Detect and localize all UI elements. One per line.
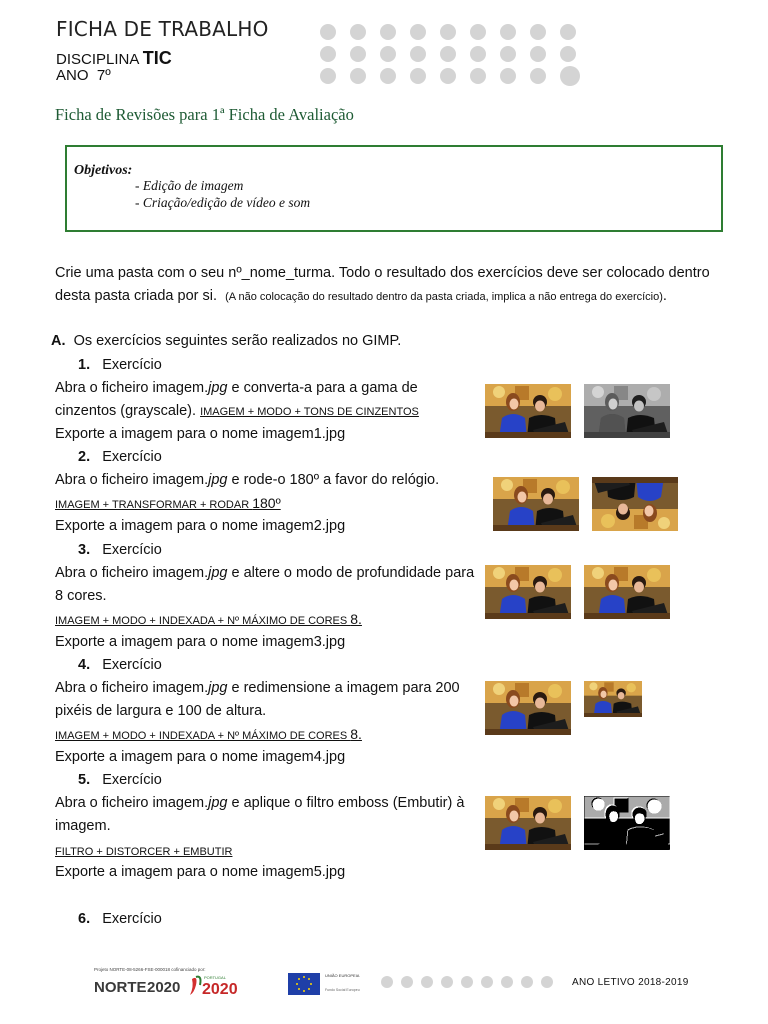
exercise-1-export: Exporte a imagem para o nome imagem1.jpg [55, 426, 346, 442]
instruction-text: Abra o ficheiro imagem. [55, 680, 209, 696]
exercise-5-menu [55, 842, 232, 860]
original-image-thumbnail [485, 565, 571, 619]
intro-line-2 [55, 285, 667, 309]
svg-text:UNIÃO EUROPEIA: UNIÃO EUROPEIA [325, 973, 360, 978]
exercise-4-menu [55, 726, 362, 744]
exercise-2-instruction [55, 469, 439, 492]
exercise-label: Exercício [102, 449, 162, 465]
file-extension: jpg [208, 472, 228, 488]
exercise-2-export: Exporte a imagem para o nome imagem2.jpg [55, 518, 346, 534]
header-dots-decoration [318, 21, 586, 87]
menu-path-text: IMAGEM + MODO + INDEXADA + Nº MÁXIMO DE CORES [55, 615, 351, 627]
exercise-label: Exercício [102, 772, 162, 788]
file-extension: jpg [208, 795, 228, 811]
objectives-title: Objetivos: [74, 163, 133, 178]
exercise-number: 5. [78, 772, 91, 788]
year-value: 7º [96, 67, 111, 84]
svg-text:PORTUGAL: PORTUGAL [204, 975, 226, 980]
exercise-4-instruction [55, 677, 460, 700]
discipline-line [56, 48, 172, 69]
indexed-image-thumbnail [584, 565, 670, 619]
resized-image-thumbnail [584, 681, 642, 717]
instruction-text: e converta-a para a gama de [227, 380, 418, 396]
embossed-image-thumbnail [584, 796, 670, 850]
exercise-label: Exercício [102, 911, 162, 927]
section-a-heading [51, 330, 401, 353]
instruction-text: Abra o ficheiro imagem. [55, 472, 209, 488]
section-a-letter: A. [51, 333, 66, 349]
exercise-1-instruction [55, 377, 418, 400]
exercise-5-heading [78, 769, 162, 792]
instruction-text: e aplique o filtro emboss (Embutir) à [227, 795, 465, 811]
menu-path: FILTRO + DISTORCER + EMBUTIR [55, 846, 233, 858]
discipline-label: DISCIPLINA [56, 51, 139, 68]
instruction-text: Abra o ficheiro imagem. [55, 565, 209, 581]
instruction-text: cinzentos (grayscale). [55, 403, 197, 419]
file-extension: jpg [208, 380, 228, 396]
menu-path [55, 726, 362, 742]
instruction-text: e redimensione a imagem para 200 [227, 680, 460, 696]
original-image-thumbnail [485, 796, 571, 850]
menu-path-value: 8. [350, 611, 362, 627]
exercise-number: 3. [78, 542, 91, 558]
exercise-number: 6. [78, 911, 91, 927]
exercise-3-menu [55, 611, 362, 629]
rotated-image-thumbnail [592, 477, 678, 531]
intro-note-end: . [662, 288, 667, 304]
footer-dots-decoration [380, 975, 560, 989]
worksheet-title: FICHA DE TRABALHO [56, 17, 269, 41]
school-year: ANO LETIVO 2018-2019 [572, 977, 689, 988]
file-extension: jpg [208, 565, 228, 581]
intro-line-1: Crie uma pasta com o seu nº_nome_turma. Todo o resultado dos exercícios deve ser colocado dentro [55, 265, 710, 281]
instruction-text: e altere o modo de profundidade para [227, 565, 475, 581]
menu-path: IMAGEM + MODO + TONS DE CINZENTOS [200, 406, 419, 418]
exercise-6-heading [78, 908, 162, 931]
svg-text:NORTE: NORTE [94, 979, 147, 996]
original-image-thumbnail [485, 681, 571, 735]
exercise-label: Exercício [102, 542, 162, 558]
menu-path-text: IMAGEM + TRANSFORMAR + RODAR [55, 499, 253, 511]
exercise-3-instruction-2: 8 cores. [55, 588, 107, 604]
instruction-text: Abra o ficheiro imagem. [55, 795, 209, 811]
exercise-3-instruction [55, 562, 474, 585]
svg-text:2020: 2020 [202, 981, 238, 998]
exercise-2-heading [78, 446, 162, 469]
exercise-5-instruction-2: imagem. [55, 818, 111, 834]
exercise-label: Exercício [102, 357, 162, 373]
year-label: ANO [56, 67, 89, 84]
svg-text:Projeto NORTE-08-5266-FSE-0000: Projeto NORTE-08-5266-FSE-000018 cofinanciado por: [94, 967, 206, 972]
funding-logos [94, 964, 374, 1000]
original-image-thumbnail [493, 477, 579, 531]
menu-path-text: IMAGEM + MODO + INDEXADA + Nº MÁXIMO DE CORES [55, 730, 351, 742]
original-image-thumbnail [485, 384, 571, 438]
exercise-5-export: Exporte a imagem para o nome imagem5.jpg [55, 864, 346, 880]
exercise-1-instruction-2 [55, 400, 419, 424]
exercise-1-heading [78, 354, 162, 377]
exercise-number: 1. [78, 357, 91, 373]
section-a-text: Os exercícios seguintes serão realizados no GIMP. [73, 333, 402, 349]
menu-path [55, 611, 362, 627]
menu-path-value: 180º [252, 495, 281, 511]
objective-item: - Criação/edição de vídeo e som [135, 195, 311, 210]
exercise-number: 4. [78, 657, 91, 673]
exercise-number: 2. [78, 449, 91, 465]
intro-line-2-text: desta pasta criada por si. [55, 288, 218, 304]
grayscale-image-thumbnail [584, 384, 670, 438]
exercise-3-export: Exporte a imagem para o nome imagem3.jpg [55, 634, 346, 650]
discipline-value: TIC [142, 48, 172, 68]
intro-note: (A não colocação do resultado dentro da pasta criada, implica a não entrega do exercício) [225, 291, 663, 303]
exercise-3-heading [78, 539, 162, 562]
instruction-text: Abra o ficheiro imagem. [55, 380, 209, 396]
svg-text:2020: 2020 [147, 979, 181, 996]
exercise-5-instruction [55, 792, 464, 815]
svg-text:Fundo Social Europeu: Fundo Social Europeu [325, 988, 360, 992]
year-line [56, 67, 111, 84]
exercise-4-heading [78, 654, 162, 677]
exercise-label: Exercício [102, 657, 162, 673]
instruction-text: e rode-o 180º a favor do relógio. [227, 472, 440, 488]
menu-path [55, 495, 281, 511]
worksheet-subtitle: Ficha de Revisões para 1ª Ficha de Avaliação [55, 105, 354, 124]
menu-path-value: 8. [350, 726, 362, 742]
objective-item: - Edição de imagem [135, 178, 244, 193]
file-extension: jpg [208, 680, 228, 696]
exercise-2-menu [55, 495, 281, 513]
exercise-4-instruction-2: pixéis de largura e 100 de altura. [55, 703, 267, 719]
exercise-4-export: Exporte a imagem para o nome imagem4.jpg [55, 749, 346, 765]
